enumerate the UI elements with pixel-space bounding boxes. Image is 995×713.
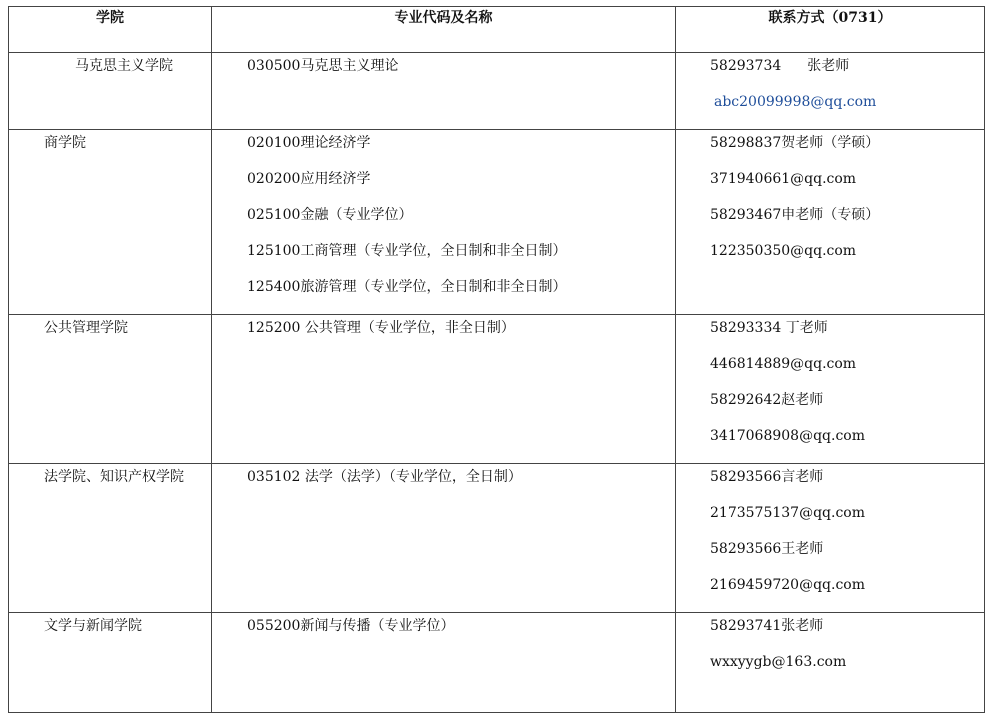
contact-line xyxy=(710,93,984,129)
contact-phone: 58293734 xyxy=(710,58,782,74)
table-row xyxy=(9,53,985,130)
contact-line: 58293566言老师 xyxy=(710,469,824,485)
major-cell xyxy=(212,53,676,130)
contact-line: 371940661@qq.com xyxy=(710,171,857,187)
contact-cell xyxy=(676,464,985,613)
college-cell xyxy=(9,464,212,613)
college-name: 公共管理学院 xyxy=(44,320,128,336)
major-item: 055200新闻与传播（专业学位） xyxy=(247,618,455,634)
major-item: 125100工商管理（专业学位，全日制和非全日制） xyxy=(247,243,567,259)
college-cell xyxy=(9,613,212,713)
contact-line: 58293334 丁老师 xyxy=(710,320,828,336)
contact-cell xyxy=(676,130,985,315)
contact-person: 张老师 xyxy=(807,58,850,74)
contact-line: 2173575137@qq.com xyxy=(710,505,865,521)
contact-line: 446814889@qq.com xyxy=(710,356,857,372)
contact-line: 58292642赵老师 xyxy=(710,392,824,408)
major-item: 125400旅游管理（专业学位，全日制和非全日制） xyxy=(247,279,567,295)
major-cell xyxy=(212,130,676,315)
college-name: 商学院 xyxy=(44,135,86,151)
header-college: 学院 xyxy=(9,7,212,53)
contact-line: 58298837贺老师（学硕） xyxy=(710,135,880,151)
college-name: 马克思主义学院 xyxy=(75,58,173,74)
header-contact: 联系方式（0731） xyxy=(676,7,985,53)
college-name: 文学与新闻学院 xyxy=(44,618,142,634)
college-cell xyxy=(9,130,212,315)
contacts-table xyxy=(8,6,985,713)
major-cell xyxy=(212,613,676,713)
contact-line: wxxyygb@163.com xyxy=(710,654,847,670)
major-cell xyxy=(212,315,676,464)
table-row xyxy=(9,130,985,315)
major-item: 020200应用经济学 xyxy=(247,171,371,187)
header-row xyxy=(9,7,985,53)
contact-line xyxy=(710,57,984,93)
table-row xyxy=(9,464,985,613)
contact-cell xyxy=(676,53,985,130)
contact-cell xyxy=(676,315,985,464)
contact-line: 122350350@qq.com xyxy=(710,243,857,259)
college-cell xyxy=(9,53,212,130)
contact-line: 58293467申老师（专硕） xyxy=(710,207,880,223)
contact-email-link[interactable]: abc20099998@qq.com xyxy=(714,94,877,110)
contact-line: 2169459720@qq.com xyxy=(710,577,865,593)
contact-line: 58293741张老师 xyxy=(710,618,824,634)
major-item: 125200 公共管理（专业学位，非全日制） xyxy=(247,320,515,336)
contact-cell xyxy=(676,613,985,713)
major-cell xyxy=(212,464,676,613)
major-item: 020100理论经济学 xyxy=(247,135,371,151)
header-major: 专业代码及名称 xyxy=(212,7,676,53)
major-item: 025100金融（专业学位） xyxy=(247,207,413,223)
college-cell xyxy=(9,315,212,464)
college-name: 法学院、知识产权学院 xyxy=(44,469,184,485)
major-item: 030500马克思主义理论 xyxy=(247,58,399,74)
contact-line: 58293566王老师 xyxy=(710,541,824,557)
table-row xyxy=(9,315,985,464)
table-row xyxy=(9,613,985,713)
contact-line: 3417068908@qq.com xyxy=(710,428,865,444)
major-item: 035102 法学（法学）（专业学位，全日制） xyxy=(247,469,522,485)
